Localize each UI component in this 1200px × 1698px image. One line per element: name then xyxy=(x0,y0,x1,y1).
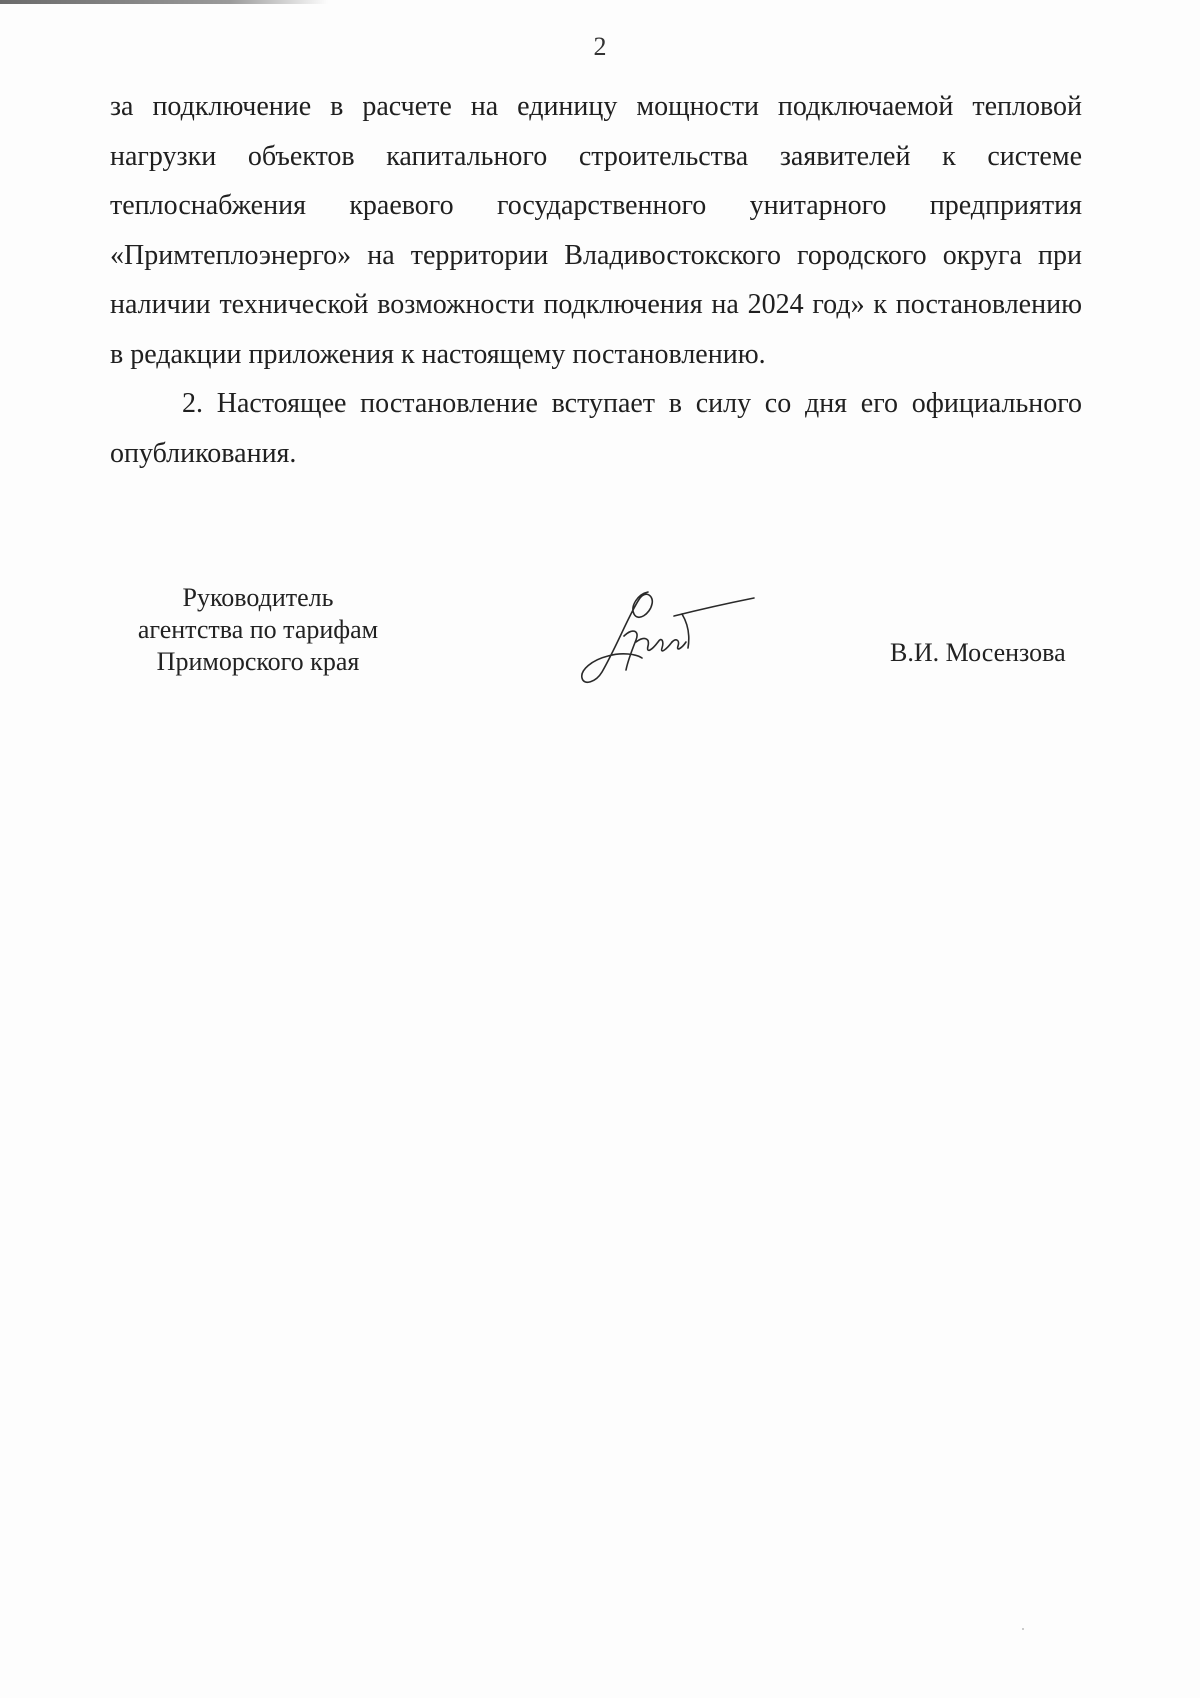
signatory-name: В.И. Мосензова xyxy=(890,638,1066,667)
signatory-position-line-1: Руководитель xyxy=(182,583,334,612)
signatory-position-line-3: Приморского края xyxy=(156,647,360,676)
signatory-position xyxy=(108,582,408,678)
paragraph-continued: за подключение в расчете на единицу мощности подключаемой тепловой нагрузки объектов капитального строительства заявителей к системе теплоснабжения краевого государственного унитарного предприятия «Примтеплоэнерго» на территории Владивостокского городского округа при наличии технической возможности подключения на 2024 год» к постановлению в редакции приложения к настоящему постановлению. xyxy=(110,91,1082,370)
signature-block xyxy=(0,582,1200,702)
scan-edge-shadow xyxy=(0,0,328,4)
scan-speck xyxy=(1022,1628,1024,1630)
signatory-position-line-2: агентства по тарифам xyxy=(137,615,379,644)
handwritten-signature xyxy=(578,584,758,694)
page-number: 2 xyxy=(593,32,607,61)
paragraph-effective-date: 2. Настоящее постановление вступает в силу со дня его официального опубликования. xyxy=(110,388,1082,469)
document-body xyxy=(110,82,1082,478)
